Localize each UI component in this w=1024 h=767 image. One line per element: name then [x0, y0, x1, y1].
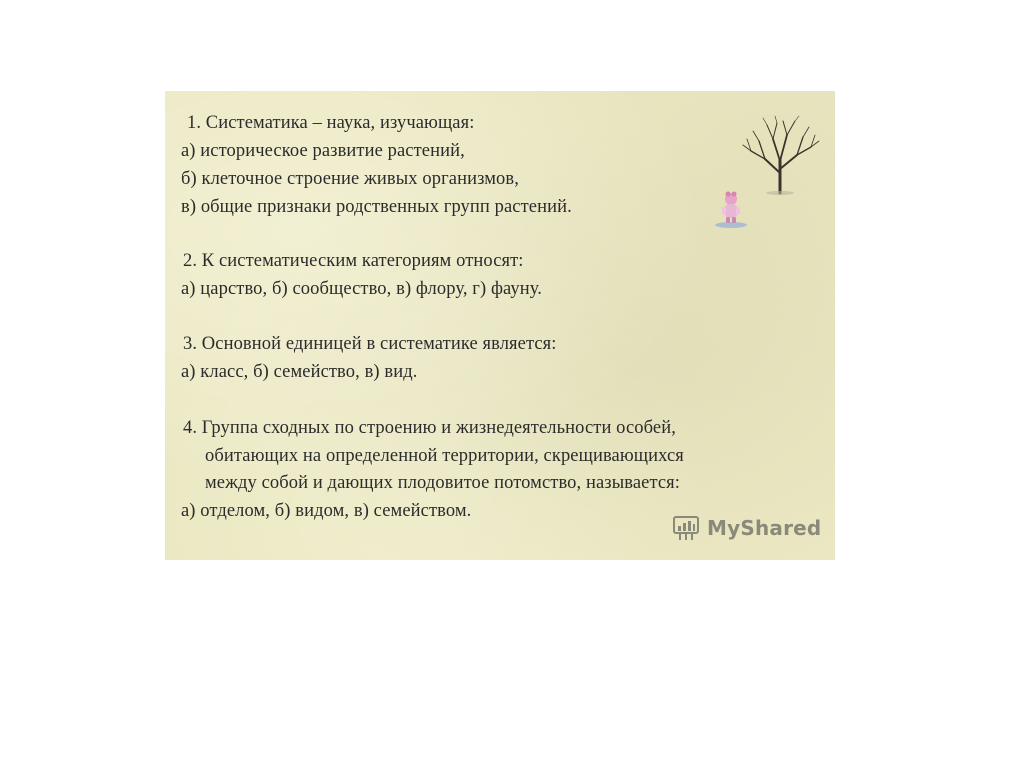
question-4-text-line2: обитающих на определенной территории, скрещивающихся: [205, 446, 684, 466]
myshared-logo-icon: [671, 515, 701, 541]
bare-tree-icon: [739, 115, 821, 195]
question-4-text-line1: 4. Группа сходных по строению и жизнедеятельности особей,: [183, 418, 676, 438]
question-1-option-a: а) историческое развитие растений,: [181, 141, 465, 161]
slide: [165, 91, 835, 560]
question-4-text-line3: между собой и дающих плодовитое потомство, называется:: [205, 473, 681, 493]
question-4-options: а) отделом, б) видом, в) семейством.: [181, 501, 472, 521]
question-1-option-c: в) общие признаки родственных групп растений.: [181, 197, 572, 217]
myshared-watermark: [671, 511, 821, 545]
question-1-text: 1. Систематика – наука, изучающая:: [187, 113, 475, 133]
watermark-text: MyShared: [707, 516, 822, 540]
question-2-text: 2. К систематическим категориям относят:: [183, 251, 524, 271]
question-3-text: 3. Основной единицей в систематике является:: [183, 334, 557, 354]
question-2-options: а) царство, б) сообщество, в) флору, г) фауну.: [181, 279, 542, 299]
cartoon-figure-icon: [713, 189, 749, 229]
question-1-option-b: б) клеточное строение живых организмов,: [181, 169, 519, 189]
question-3-options: а) класс, б) семейство, в) вид.: [181, 362, 418, 382]
